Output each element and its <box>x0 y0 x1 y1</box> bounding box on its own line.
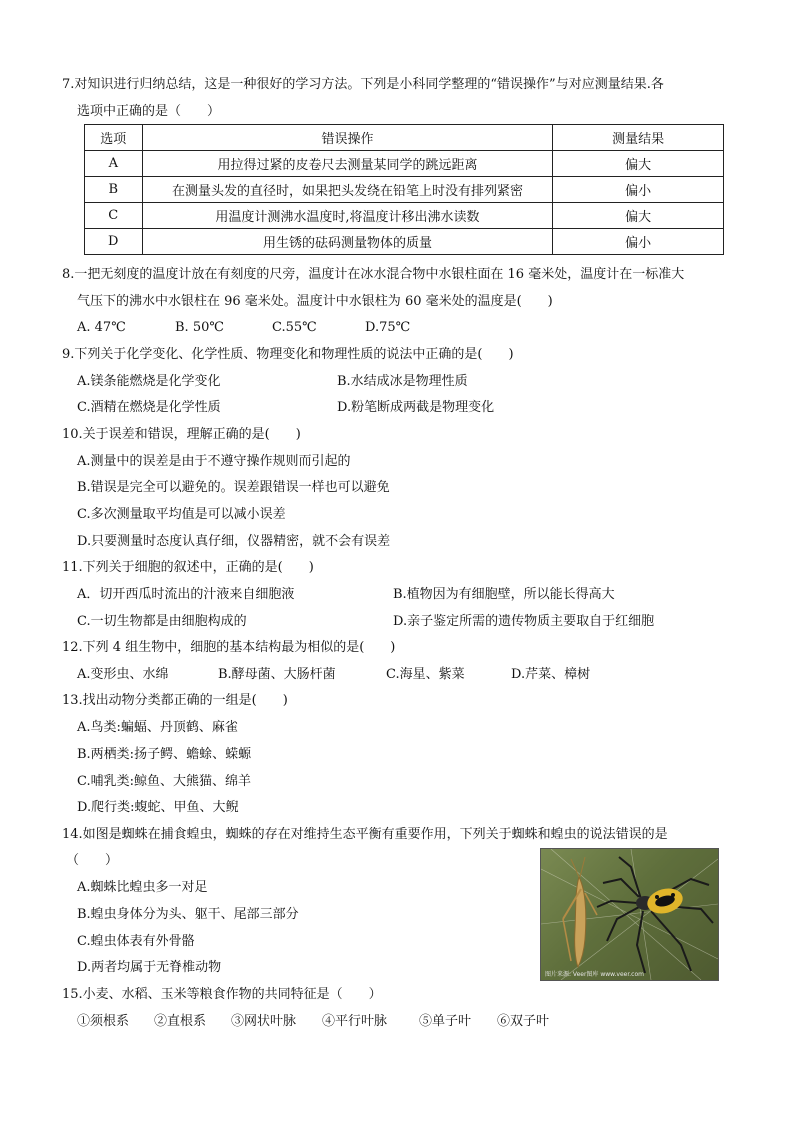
table-cell: 偏小 <box>553 177 724 203</box>
grasshopper-shape <box>563 857 597 967</box>
q12-option-b: B.酵母菌、大肠杆菌 <box>218 667 336 682</box>
q13-option-d: D.爬行类:蝮蛇、甲鱼、大鲵 <box>77 800 239 815</box>
table-cell: 偏大 <box>553 203 724 229</box>
q10-option-c: C.多次测量取平均值是可以减小误差 <box>77 507 286 522</box>
q7-stem-line2: 选项中正确的是（ ） <box>77 104 221 119</box>
table-row <box>85 229 724 255</box>
spider-shape <box>597 857 713 973</box>
table-cell: 在测量头发的直径时，如果把头发绕在铅笔上时没有排列紧密 <box>142 177 553 203</box>
q11-option-d: D.亲子鉴定所需的遗传物质主要取自于红细胞 <box>393 614 655 629</box>
q14-option-d: D.两者均属于无脊椎动物 <box>77 960 222 975</box>
table-cell: 用拉得过紧的皮卷尺去测量某同学的跳远距离 <box>142 151 553 177</box>
q12-stem: 12.下列 4 组生物中，细胞的基本结构最为相似的是( ) <box>62 640 396 655</box>
table-row <box>85 151 724 177</box>
q15-option-6: ⑥双子叶 <box>497 1014 550 1029</box>
q15-option-3: ③网状叶脉 <box>231 1014 297 1029</box>
q13-option-c: C.哺乳类:鲸鱼、大熊猫、绵羊 <box>77 774 251 789</box>
q14-stem-line2: （ ） <box>66 853 119 868</box>
q9-option-b: B.水结成冰是物理性质 <box>337 374 468 389</box>
q9-option-d: D.粉笔断成两截是物理变化 <box>337 400 495 415</box>
table-header-cell: 测量结果 <box>553 125 724 151</box>
q10-option-b: B.错误是完全可以避免的。误差跟错误一样也可以避免 <box>77 480 390 495</box>
q11-option-b: B.植物因为有细胞壁，所以能长得高大 <box>393 587 615 602</box>
q14-option-c: C.蝗虫体表有外骨骼 <box>77 934 195 949</box>
q13-option-a: A.鸟类:蝙蝠、丹顶鹤、麻雀 <box>77 720 238 735</box>
q10-stem: 10.关于误差和错误，理解正确的是( ) <box>62 427 301 442</box>
q11-stem: 11.下列关于细胞的叙述中，正确的是( ) <box>62 560 314 575</box>
table-cell: C <box>85 203 143 229</box>
q8-option-a: A. 47℃ <box>77 320 126 335</box>
q9-stem: 9.下列关于化学变化、化学性质、物理变化和物理性质的说法中正确的是( ) <box>62 347 514 362</box>
table-cell: 偏小 <box>553 229 724 255</box>
q10-option-d: D.只要测量时态度认真仔细，仪器精密，就不会有误差 <box>77 534 391 549</box>
q14-option-a: A.蜘蛛比蝗虫多一对足 <box>77 880 208 895</box>
q15-option-5: ⑤单子叶 <box>419 1014 472 1029</box>
table-cell: A <box>85 151 143 177</box>
q12-option-d: D.芹菜、樟树 <box>511 667 591 682</box>
q11-option-a: A．切开西瓜时流出的汁液来自细胞液 <box>77 587 295 602</box>
q13-stem: 13.找出动物分类都正确的一组是( ) <box>62 693 288 708</box>
q14-stem-line1: 14.如图是蜘蛛在捕食蝗虫，蜘蛛的存在对维持生态平衡有重要作用，下列关于蜘蛛和蝗虫的说法错误的是 <box>62 827 668 842</box>
q8-stem-line2: 气压下的沸水中水银柱在 96 毫米处。温度计中水银柱为 60 毫米处的温度是( ) <box>77 294 553 309</box>
q12-option-c: C.海星、紫菜 <box>386 667 465 682</box>
table-cell: B <box>85 177 143 203</box>
spider-grasshopper-photo <box>540 848 719 981</box>
q8-stem-line1: 8.一把无刻度的温度计放在有刻度的尺旁，温度计在冰水混合物中水银柱面在 16 毫米处，温度计在一标准大 <box>62 267 685 282</box>
q7-stem-line1: 7.对知识进行归纳总结，这是一种很好的学习方法。下列是小科同学整理的“错误操作”与对应测量结果.各 <box>62 77 664 92</box>
table-cell: 偏大 <box>553 151 724 177</box>
table-row <box>85 203 724 229</box>
q12-option-a: A.变形虫、水绵 <box>77 667 169 682</box>
photo-credit: 图片来源: Veer图库 www.veer.com <box>545 971 644 978</box>
q7-error-table <box>84 124 724 255</box>
q11-option-c: C.一切生物都是由细胞构成的 <box>77 614 247 629</box>
q15-option-1: ①须根系 <box>77 1014 130 1029</box>
q15-option-2: ②直根系 <box>154 1014 207 1029</box>
q8-option-d: D.75℃ <box>365 320 411 335</box>
q10-option-a: A.测量中的误差是由于不遵守操作规则而引起的 <box>77 454 351 469</box>
q9-option-c: C.酒精在燃烧是化学性质 <box>77 400 221 415</box>
q9-option-a: A.镁条能燃烧是化学变化 <box>77 374 221 389</box>
spider-grasshopper-illustration <box>541 849 718 980</box>
q15-stem: 15.小麦、水稻、玉米等粮食作物的共同特征是（ ） <box>62 987 382 1002</box>
q14-option-b: B.蝗虫身体分为头、躯干、尾部三部分 <box>77 907 299 922</box>
q13-option-b: B.两栖类:扬子鳄、蟾蜍、蝾螈 <box>77 747 252 762</box>
table-header-cell: 选项 <box>85 125 143 151</box>
table-row <box>85 177 724 203</box>
table-header-cell: 错误操作 <box>142 125 553 151</box>
table-cell: 用温度计测沸水温度时,将温度计移出沸水读数 <box>142 203 553 229</box>
q8-option-c: C.55℃ <box>272 320 317 335</box>
q15-option-4: ④平行叶脉 <box>322 1014 388 1029</box>
table-cell: D <box>85 229 143 255</box>
table-header-row <box>85 125 724 151</box>
q8-option-b: B. 50℃ <box>175 320 224 335</box>
table-cell: 用生锈的砝码测量物体的质量 <box>142 229 553 255</box>
